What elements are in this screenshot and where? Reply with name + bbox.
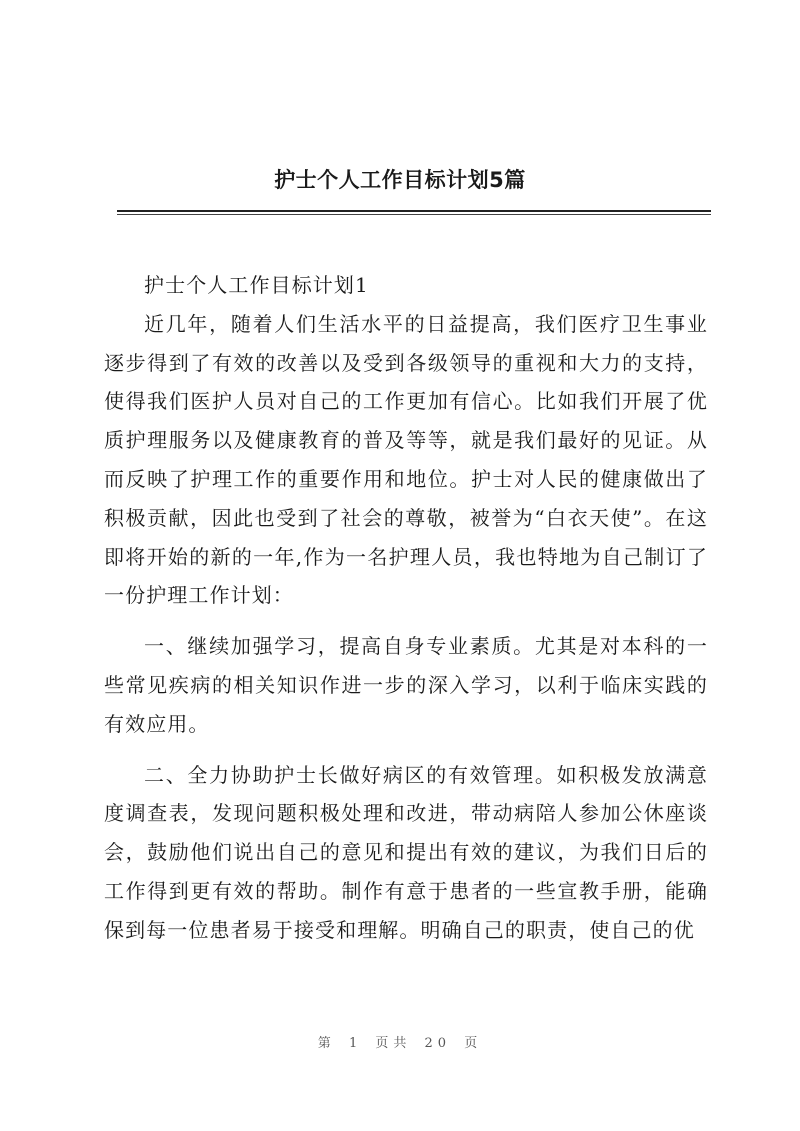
footer-label-of: 页共 bbox=[375, 1036, 412, 1051]
footer-current-page: 1 bbox=[348, 1036, 363, 1051]
footer-label-pages: 页 bbox=[464, 1036, 483, 1051]
document-body bbox=[104, 266, 708, 950]
body-paragraph-3: 二、全力协助护士长做好病区的有效管理。如积极发放满意度调查表，发现问题积极处理和改进，带动病陪人参加公休座谈会，鼓励他们说出自己的意见和提出有效的建议，为我们日后的工作得到更有效的帮助。制作有意于患者的一些宣教手册，能确保到每一位患者易于接受和理解。明确自己的职责，使自己的优 bbox=[104, 762, 708, 942]
footer-total-pages: 20 bbox=[424, 1036, 452, 1051]
body-paragraph-2: 一、继续加强学习，提高自身专业素质。尤其是对本科的一些常见疾病的相关知识作进一步的深入学习，以利于临床实践的有效应用。 bbox=[104, 634, 708, 736]
footer-label-page: 第 bbox=[317, 1036, 336, 1051]
body-paragraph-1: 近几年，随着人们生活水平的日益提高，我们医疗卫生事业逐步得到了有效的改善以及受到各级领导的重视和大力的支持，使得我们医护人员对自己的工作更加有信心。比如我们开展了优质护理服务以及健康教育的普及等等，就是我们最好的见证。从而反映了护理工作的重要作用和地位。护士对人民的健康做出了积极贡献，因此也受到了社会的尊敬，被誉为“白衣天使”。在这即将开始的新的一年,作为一名护理人员，我也特地为自己制订了一份护理工作计划： bbox=[104, 311, 708, 608]
document-title: 护士个人工作目标计划5篇 bbox=[274, 168, 526, 192]
page-footer bbox=[0, 1032, 800, 1051]
title-divider bbox=[117, 210, 711, 215]
section-heading: 护士个人工作目标计划1 bbox=[144, 273, 369, 297]
